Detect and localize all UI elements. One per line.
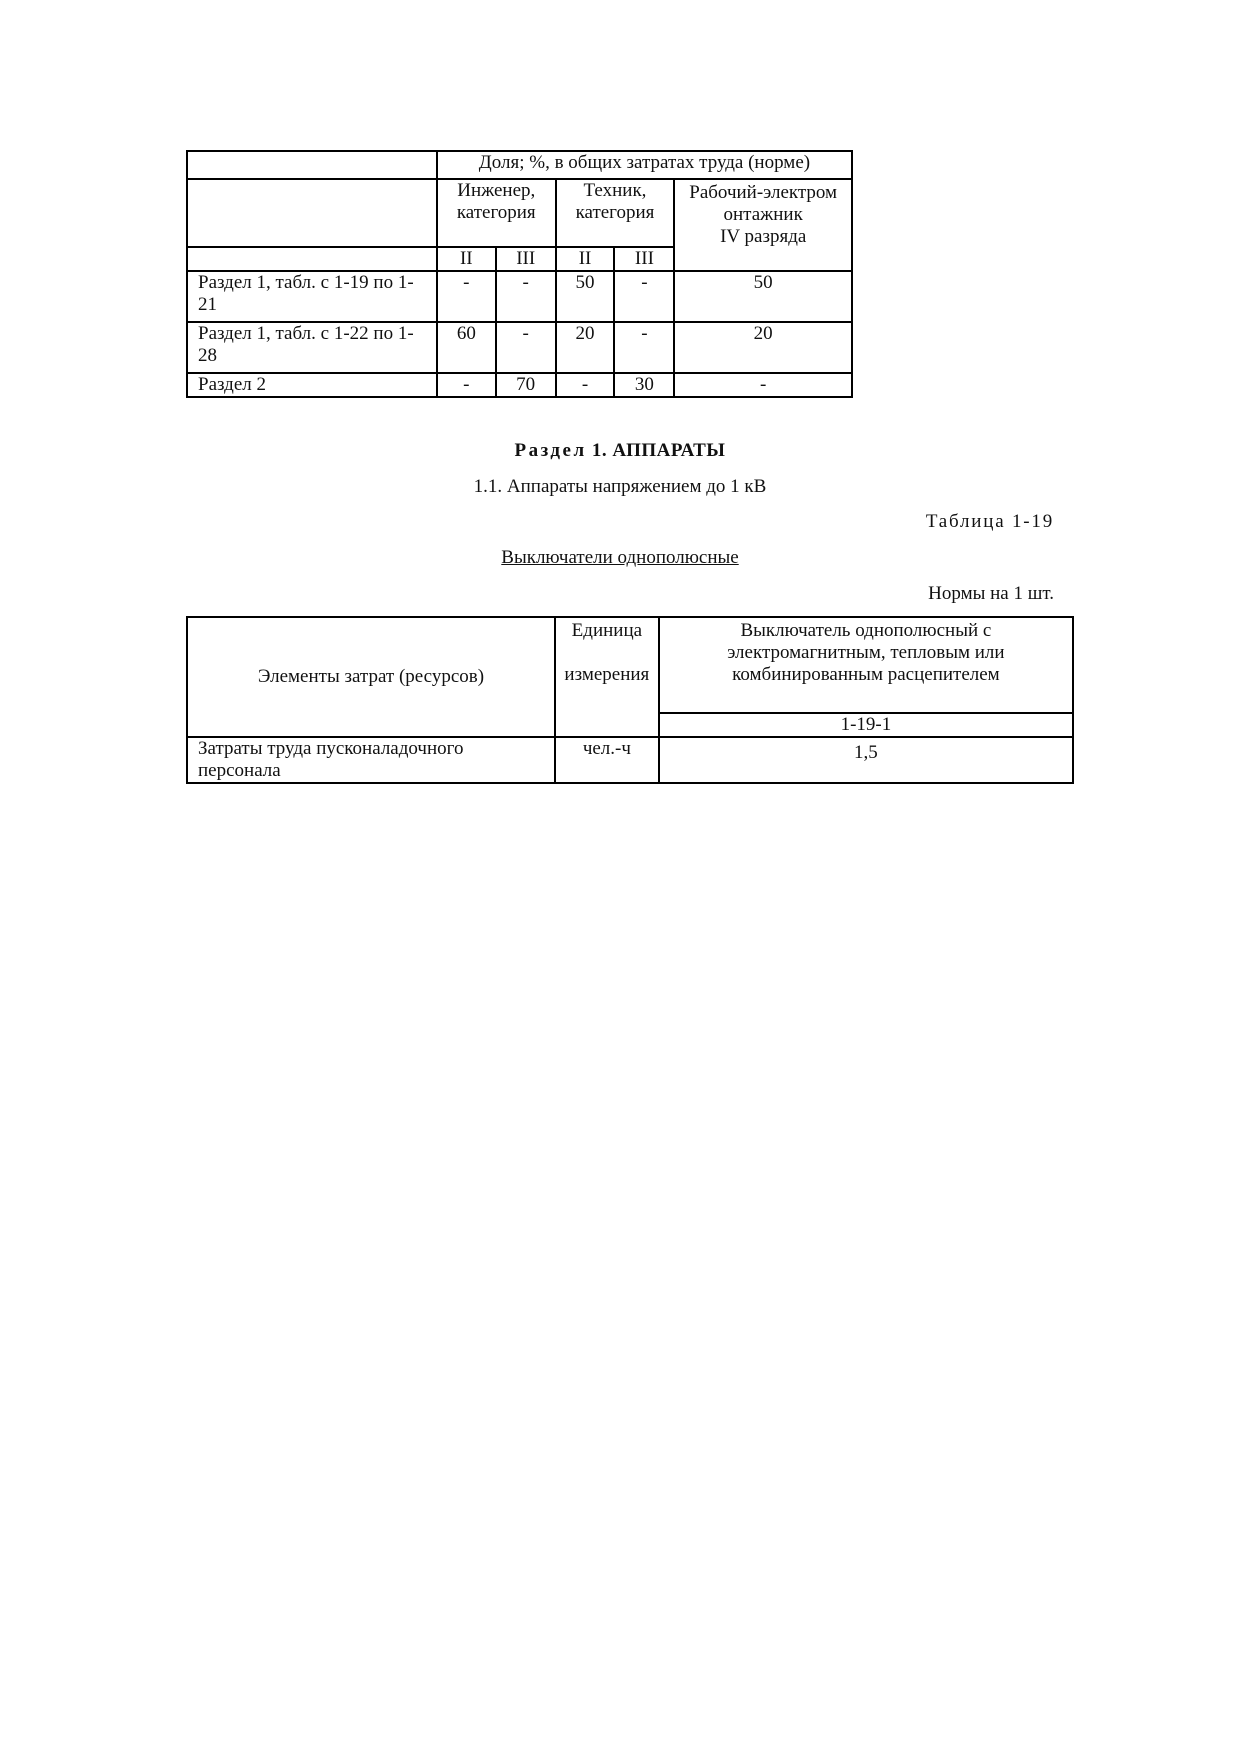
category-label: III [614,247,674,271]
norms-table [186,616,1074,784]
section-title: 1. АППАРАТЫ [591,440,726,461]
share-value: - [437,271,496,322]
share-value: - [496,322,556,373]
share-value: 50 [556,271,615,322]
unit-header-top: Единица [571,620,643,641]
category-label: II [437,247,496,271]
subsection-heading: 1.1. Аппараты напряжением до 1 кВ [473,476,767,497]
share-header: Доля; %, в общих затратах труда (норме) [437,151,852,179]
empty-cell [187,247,437,271]
table-row [187,271,852,322]
row-label: Затраты труда пусконаладочного персонала [187,737,555,783]
norms-note: Нормы на 1 шт. [928,583,1054,604]
corner-cell [187,151,437,179]
unit-header-bottom: измерения [564,664,650,685]
share-value: - [614,322,674,373]
table-row [187,373,852,397]
table-number: Таблица 1-19 [925,511,1054,532]
technician-header: Техник, категория [556,179,675,247]
row-label: Раздел 1, табл. с 1-19 по 1-21 [187,271,437,322]
table-row [187,737,1073,783]
row-label: Раздел 1, табл. с 1-22 по 1-28 [187,322,437,373]
share-value: 20 [556,322,615,373]
share-value: 60 [437,322,496,373]
worker-header [674,179,852,271]
section-prefix: Раздел [514,440,587,461]
norm-value: 1,5 [659,737,1073,783]
engineer-header: Инженер, категория [437,179,556,247]
unit-header [555,617,659,737]
share-value: - [556,373,615,397]
share-value: 50 [674,271,852,322]
unit-value: чел.-ч [555,737,659,783]
worker-title: Рабочий-электромонтажник [689,182,838,225]
share-value: - [674,373,852,397]
share-value: - [437,373,496,397]
share-value: 70 [496,373,556,397]
share-value: - [614,271,674,322]
share-value: 20 [674,322,852,373]
empty-cell [187,179,437,247]
labor-share-table [186,150,853,398]
norm-code: 1-19-1 [659,713,1073,737]
category-label: II [556,247,615,271]
worker-grade: IV разряда [720,226,807,247]
table-row [187,322,852,373]
category-label: III [496,247,556,271]
share-value: 30 [614,373,674,397]
section-heading [0,439,1240,463]
share-value: - [496,271,556,322]
resources-header: Элементы затрат (ресурсов) [187,617,555,737]
row-label: Раздел 2 [187,373,437,397]
switch-header: Выключатель однополюсный с электромагнитным, тепловым или комбинированным расцепителем [659,617,1073,713]
table-caption: Выключатели однополюсные [501,547,739,568]
